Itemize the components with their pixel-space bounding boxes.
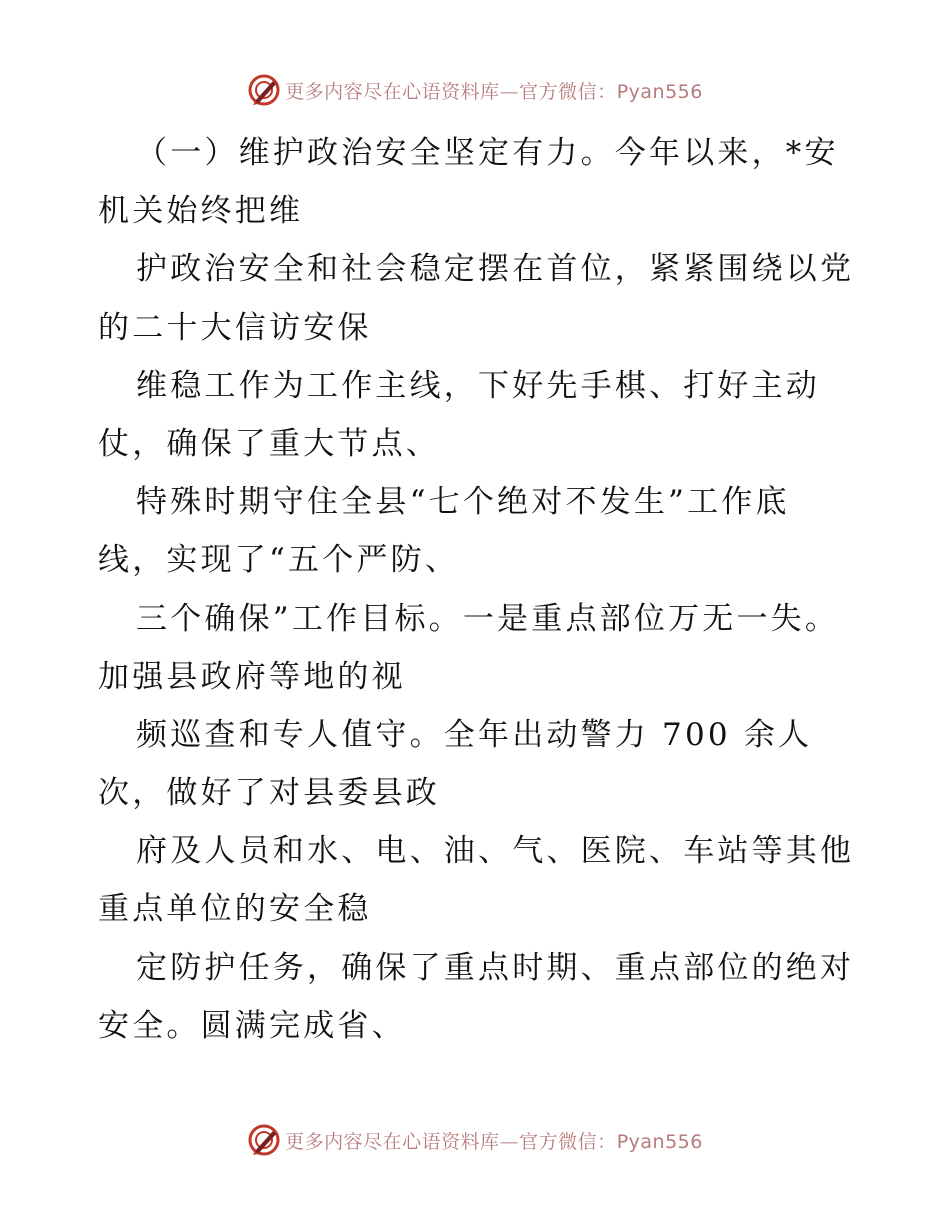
- text-line: 加强县政府等地的视: [98, 658, 406, 695]
- footer-watermark-banner: [0, 1120, 950, 1160]
- pen-logo-icon: [247, 1123, 281, 1157]
- text-line: 仗，确保了重大节点、: [98, 425, 440, 462]
- watermark-text: 更多内容尽在心语资料库—官方微信：Pyan556: [285, 80, 703, 103]
- text-line: 机关始终把维: [98, 193, 304, 230]
- document-body: [98, 124, 858, 1055]
- text-line: 护政治安全和社会稳定摆在首位，紧紧围绕以党: [136, 251, 855, 288]
- text-line: 定防护任务，确保了重点时期、重点部位的绝对: [136, 949, 855, 986]
- text-line: 三个确保”工作目标。一是重点部位万无一失。: [136, 600, 840, 637]
- text-line: 线，实现了“五个严防、: [98, 542, 460, 579]
- text-line: 的二十大信访安保: [98, 309, 372, 346]
- text-line: （一）维护政治安全坚定有力。今年以来，*安: [136, 135, 839, 171]
- text-line: 次，做好了对县委县政: [98, 775, 440, 812]
- text-line: 重点单位的安全稳: [98, 891, 372, 928]
- text-line: 安全。圆满完成省、: [98, 1007, 406, 1044]
- text-line: 频巡查和专人值守。全年出动警力 700 余人: [136, 716, 813, 753]
- text-line: 府及人员和水、电、油、气、医院、车站等其他: [136, 833, 855, 870]
- watermark-text: 更多内容尽在心语资料库—官方微信：Pyan556: [285, 1130, 703, 1153]
- text-line: 维稳工作为工作主线，下好先手棋、打好主动: [136, 367, 820, 404]
- pen-logo-icon: [247, 73, 281, 107]
- header-watermark-banner: [0, 70, 950, 110]
- text-line: 特殊时期守住全县“七个绝对不发生”工作底: [136, 484, 790, 521]
